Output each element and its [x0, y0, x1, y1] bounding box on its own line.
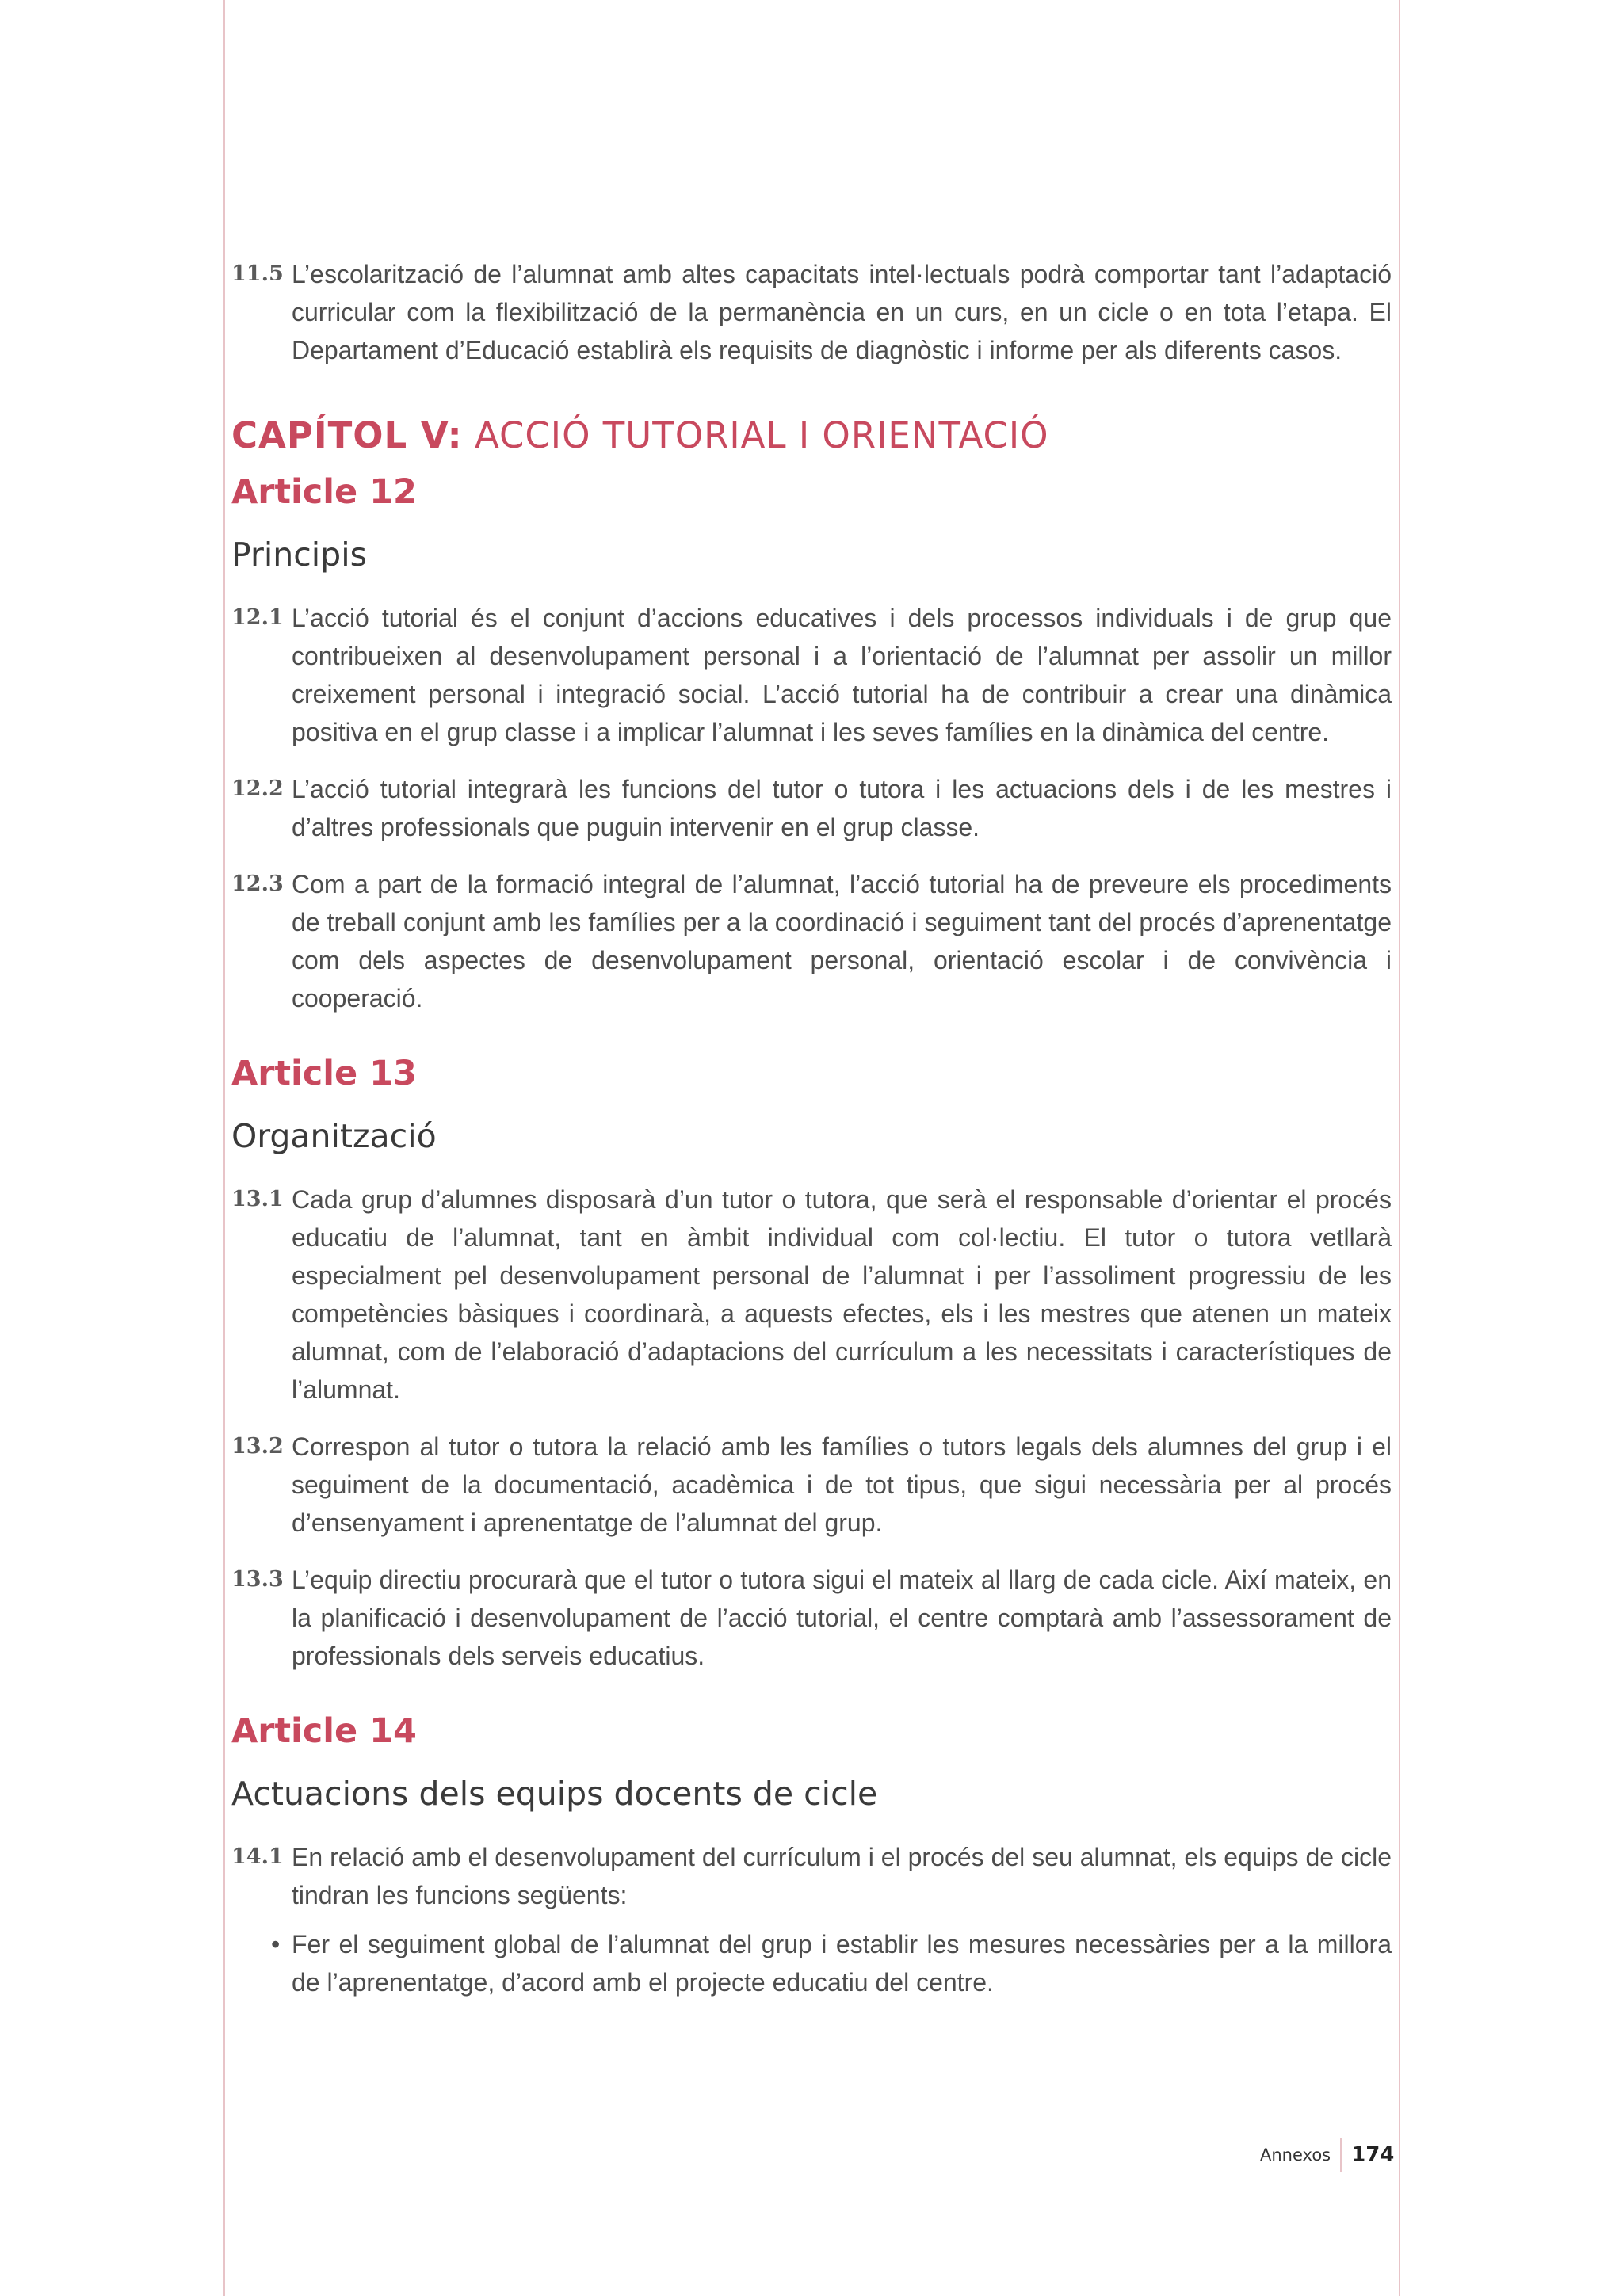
- page-content: [231, 255, 1392, 2001]
- chapter-title: [231, 412, 1392, 460]
- bullet-item: [231, 1925, 1392, 2001]
- article-subtitle: Principis: [231, 536, 367, 574]
- chapter-name: ACCIÓ TUTORIAL I ORIENTACIÓ: [462, 414, 1049, 456]
- clause-text: L’equip directiu procurarà que el tutor o tutora sigui el mateix al llarg de cada cicle. Així mateix, en la planificació i desenvolupament de l’acció tutorial, el centre comptarà amb l’assessorament de professionals dels serveis educatius.: [292, 1566, 1392, 1670]
- left-margin-rule: [223, 0, 225, 2296]
- clause-text: L’acció tutorial integrarà les funcions del tutor o tutora i les actuacions dels i de les mestres i d’altres professionals que puguin intervenir en el grup classe.: [292, 775, 1392, 841]
- page-number: 174: [1351, 2143, 1395, 2167]
- page-footer: [1260, 2138, 1394, 2172]
- article-subtitle: Organització: [231, 1117, 437, 1155]
- clause-13-3: [231, 1561, 1392, 1675]
- article-subtitle: Actuacions dels equips docents de cicle: [231, 1775, 878, 1813]
- footer-section-label: Annexos: [1260, 2145, 1331, 2164]
- clause-text: L’acció tutorial és el conjunt d’accions educatives i dels processos individuals i de grup que contribueixen al desenvolupament personal i a l’orientació de l’alumnat per assolir un millor creixement personal i integració social. L’acció tutorial ha de contribuir a crear una dinàmica positiva en el grup classe i a implicar l’alumnat i les seves famílies en la dinàmica del centre.: [292, 604, 1392, 746]
- article-title: Article 14: [231, 1711, 417, 1751]
- bullet-icon: •: [271, 1930, 281, 1958]
- chapter-label: CAPÍTOL V:: [231, 414, 463, 456]
- clause-text: Cada grup d’alumnes disposarà d’un tutor o tutora, que serà el responsable d’orientar el procés educatiu de l’alumnat, tant en àmbit individual com col·lectiu. El tutor o tutora vetllarà especialment pel desenvolupament personal de l’alumnat i per l’assoliment progressiu de les competències bàsiques i coordinarà, a aquests efectes, els i les mestres que atenen un mateix alumnat, com de l’elaboració d’adaptacions del currículum a les necessitats i característiques de l’alumnat.: [292, 1185, 1392, 1404]
- clause-13-1: [231, 1180, 1392, 1409]
- clause-13-2: [231, 1428, 1392, 1542]
- clause-number: 13.3: [231, 1567, 284, 1592]
- clause-number: 13.1: [231, 1187, 284, 1211]
- clause-text: En relació amb el desenvolupament del currículum i el procés del seu alumnat, els equips de cicle tindran les funcions següents:: [292, 1843, 1392, 1909]
- clause-number: 13.2: [231, 1434, 284, 1459]
- clause-number: 12.1: [231, 605, 284, 630]
- clause-number: 11.5: [231, 261, 284, 286]
- clause-14-1: [231, 1838, 1392, 1914]
- clause-number: 12.2: [231, 776, 284, 801]
- clause-number: 12.3: [231, 871, 284, 896]
- clause-text: L’escolarització de l’alumnat amb altes capacitats intel·lectuals podrà comportar tant l’adaptació curricular com la flexibilització de la permanència en un curs, en un cicle o en tota l’etapa. El Departament d’Educació establirà els requisits de diagnòstic i informe per als diferents casos.: [292, 260, 1392, 364]
- clause-text: Correspon al tutor o tutora la relació amb les famílies o tutors legals dels alumnes del grup i el seguiment de la documentació, acadèmica i de tot tipus, que sigui necessària per al procés d’ensenyament i aprenentatge de l’alumnat del grup.: [292, 1432, 1392, 1537]
- clause-number: 14.1: [231, 1844, 284, 1869]
- clause-12-3: [231, 865, 1392, 1017]
- clause-12-2: [231, 770, 1392, 846]
- article-title: Article 13: [231, 1054, 417, 1093]
- clause-12-1: [231, 599, 1392, 751]
- clause-text: Com a part de la formació integral de l’alumnat, l’acció tutorial ha de preveure els procediments de treball conjunt amb les famílies per a la coordinació i seguiment tant del procés d’aprenentatge com dels aspectes de desenvolupament personal, orientació escolar i de convivència i cooperació.: [292, 870, 1392, 1013]
- right-margin-rule: [1399, 0, 1400, 2296]
- footer-divider: [1340, 2138, 1342, 2172]
- clause-11-5: [231, 255, 1392, 369]
- article-title: Article 12: [231, 472, 417, 512]
- bullet-text: Fer el seguiment global de l’alumnat del grup i establir les mesures necessàries per a la millora de l’aprenentatge, d’acord amb el projecte educatiu del centre.: [292, 1930, 1392, 1997]
